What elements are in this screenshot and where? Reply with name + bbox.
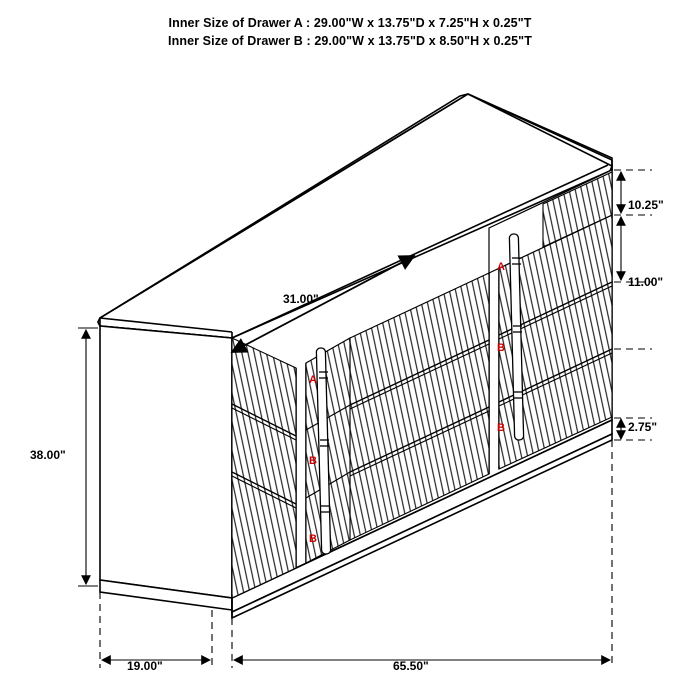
drawer-label-b-left-2: B	[309, 533, 317, 545]
drawer-label-b-right-1: B	[497, 342, 505, 354]
dim-label-6550: 65.50"	[393, 659, 429, 673]
dim-label-3100: 31.00"	[283, 292, 319, 306]
drawer-b-note: Inner Size of Drawer B : 29.00"W x 13.75"D x 8.50"H x 0.25"T	[168, 34, 532, 48]
dim-label-1900: 19.00"	[127, 659, 163, 673]
dim-label-3800: 38.00"	[30, 448, 66, 462]
dim-label-1100: 11.00"	[628, 275, 664, 289]
dim-label-1025: 10.25"	[628, 198, 664, 212]
cabinet-body	[98, 94, 612, 618]
drawer-a-note: Inner Size of Drawer A : 29.00"W x 13.75"D x 7.25"H x 0.25"T	[168, 16, 532, 30]
left-side-panel	[100, 326, 232, 598]
dim-label-275: 2.75"	[628, 420, 658, 434]
drawer-label-b-right-2: B	[497, 422, 505, 434]
drawer-column-left	[232, 338, 296, 598]
drawer-label-b-left-1: B	[309, 455, 317, 467]
drawer-label-a-left: A	[309, 374, 317, 386]
drawer-label-a-right: A	[497, 261, 505, 273]
